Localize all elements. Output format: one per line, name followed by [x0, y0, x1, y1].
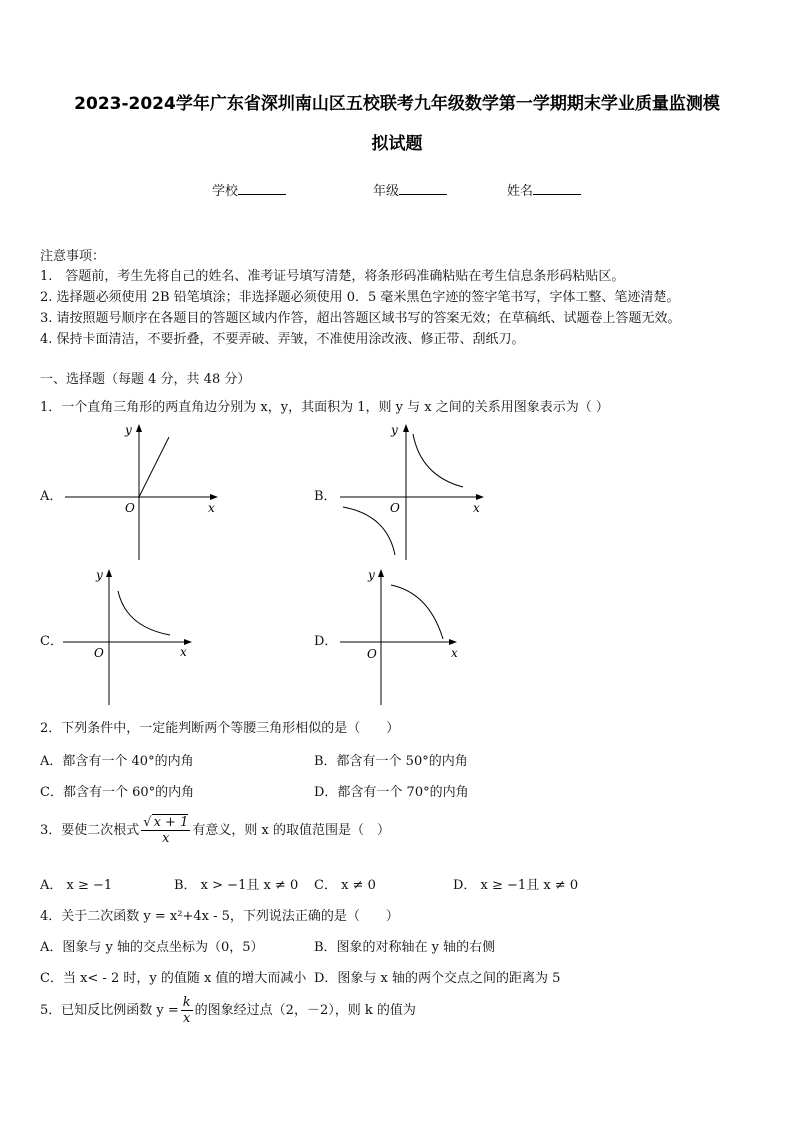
q3-fraction-den: x — [162, 831, 170, 846]
question-3-stem — [40, 815, 390, 846]
graph-d-origin: O — [367, 647, 377, 661]
graph-d-curve — [391, 585, 443, 639]
graph-d-x-label: x — [451, 646, 458, 660]
graph-c-y-arrow — [106, 569, 112, 577]
graph-c-y-label: y — [96, 568, 103, 582]
note-4: 4. 保持卡面清洁，不要折叠，不要弄破、弄皱，不准使用涂改液、修正带、刮纸刀。 — [40, 332, 525, 347]
graph-d-y-label: y — [368, 568, 375, 582]
graph-a-x-label: x — [208, 501, 215, 515]
grade-label: 年级 — [373, 184, 400, 199]
grade-field — [373, 180, 447, 199]
q3-fraction — [141, 815, 190, 846]
name-label: 姓名 — [507, 184, 534, 199]
q4-option-a[interactable]: A．图象与 y 轴的交点坐标为（0，5） — [40, 940, 264, 955]
q3-fraction-num: √ x + 1 — [143, 815, 189, 830]
q1-option-a-label[interactable]: A． — [40, 489, 63, 504]
q5-fraction-den: x — [183, 1011, 191, 1026]
page-title-line2: 拟试题 — [371, 134, 423, 154]
graph-a-y-label: y — [125, 423, 132, 437]
q3-option-b[interactable]: B． x > −1且 x ≠ 0 — [174, 878, 299, 893]
page-title: 2023-2024学年广东省深圳南山区五校联考九年级数学第一学期期末学业质量监测模 — [74, 94, 720, 114]
graph-c — [60, 565, 210, 710]
note-3: 3. 请按照题号顺序在各题目的答题区域内作答，超出答题区域书写的答案无效；在草稿纸、试题卷上答题无效。 — [40, 311, 681, 326]
section-heading: 一、选择题（每题 4 分，共 48 分） — [40, 372, 251, 387]
graph-a-y-arrow — [136, 424, 142, 432]
q1-option-d-label[interactable]: D． — [314, 634, 338, 649]
q5-stem-pre: 5．已知反比例函数 y = — [40, 1003, 179, 1018]
note-2: 2. 选择题必须使用 2B 铅笔填涂；非选择题必须使用 0．5 毫米黑色字迹的签字笔书写，字体工整、笔迹清楚。 — [40, 290, 680, 305]
name-blank[interactable] — [533, 182, 581, 195]
question-2-stem: 2．下列条件中，一定能判断两个等腰三角形相似的是（ ） — [40, 721, 400, 736]
q3-option-a[interactable]: A． x ≥ −1 — [40, 878, 113, 893]
school-label: 学校 — [212, 184, 239, 199]
graph-d-x-arrow — [449, 639, 457, 645]
name-field — [507, 180, 581, 199]
question-5-stem — [40, 995, 416, 1026]
q3-option-d[interactable]: D． x ≥ −1且 x ≠ 0 — [453, 878, 579, 893]
note-1: 1. 答题前，考生先将自己的姓名、准考证号填写清楚，将条形码准确粘贴在考生信息条形码粘贴区。 — [40, 269, 625, 284]
q4-option-b[interactable]: B．图象的对称轴在 y 轴的右侧 — [314, 940, 496, 955]
q4-option-c[interactable]: C．当 x< - 2 时，y 的值随 x 值的增大而减小 — [40, 971, 307, 986]
graph-d — [335, 565, 475, 710]
q5-stem-post: 的图象经过点（2，－2），则 k 的值为 — [194, 1003, 416, 1018]
q3-radicand: x + 1 — [153, 815, 189, 830]
graph-a-curve — [139, 437, 169, 497]
q2-option-c[interactable]: C．都含有一个 60°的内角 — [40, 785, 195, 800]
q2-option-b[interactable]: B．都含有一个 50°的内角 — [314, 754, 468, 769]
school-blank[interactable] — [238, 182, 286, 195]
grade-blank[interactable] — [399, 182, 447, 195]
graph-a-origin: O — [125, 501, 135, 515]
q3-option-c[interactable]: C． x ≠ 0 — [314, 878, 376, 893]
graph-a-x-arrow — [210, 494, 218, 500]
graph-b-x-arrow — [476, 494, 484, 500]
q3-stem-pre: 3．要使二次根式 — [40, 823, 140, 838]
graph-b-curve-q3 — [343, 507, 395, 555]
q1-option-c-label[interactable]: C． — [40, 634, 63, 649]
graph-b-origin: O — [390, 501, 400, 515]
graph-b-y-label: y — [391, 423, 398, 437]
q3-stem-post: 有意义，则 x 的取值范围是（ ） — [192, 823, 390, 838]
graph-a — [60, 420, 230, 565]
notes-heading: 注意事项： — [40, 249, 106, 264]
q2-option-d[interactable]: D．都含有一个 70°的内角 — [314, 785, 469, 800]
q4-option-d[interactable]: D．图象与 x 轴的两个交点之间的距离为 5 — [314, 971, 561, 986]
graph-c-curve — [118, 591, 170, 635]
graph-b — [335, 420, 495, 565]
graph-b-curve-q1 — [413, 434, 463, 487]
q2-option-a[interactable]: A．都含有一个 40°的内角 — [40, 754, 194, 769]
graph-c-origin: O — [94, 646, 104, 660]
graph-b-y-arrow — [403, 424, 409, 432]
question-4-stem: 4．关于二次函数 y = x²+4x - 5，下列说法正确的是（ ） — [40, 909, 399, 924]
graph-d-y-arrow — [378, 569, 384, 577]
q5-fraction — [181, 995, 193, 1026]
school-field — [212, 180, 286, 199]
question-1-stem: 1．一个直角三角形的两直角边分别为 x，y，其面积为 1，则 y 与 x 之间的关系用图象表示为（ ） — [40, 400, 609, 415]
graph-b-x-label: x — [473, 501, 480, 515]
q5-fraction-num: k — [182, 995, 191, 1010]
graph-c-x-label: x — [180, 645, 187, 659]
q1-option-b-label[interactable]: B． — [314, 489, 337, 504]
